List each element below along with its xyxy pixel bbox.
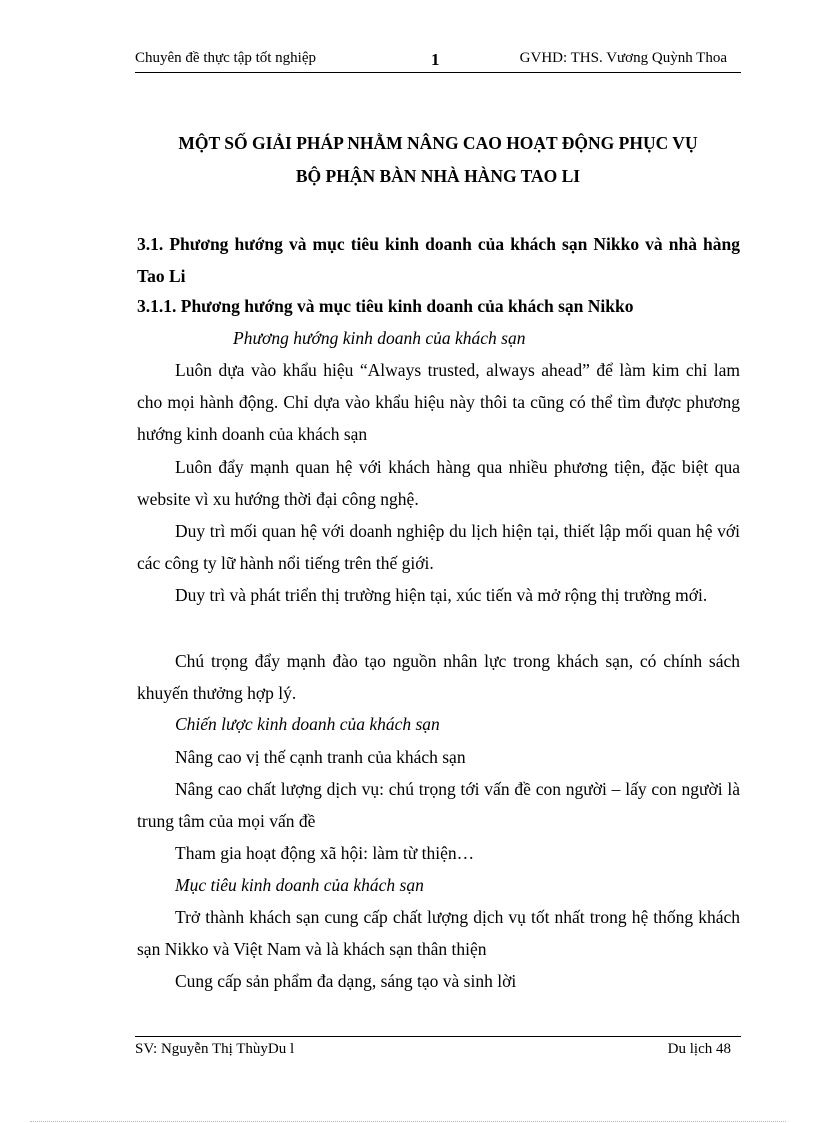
paragraph: Trở thành khách sạn cung cấp chất lượng dịch vụ tốt nhất trong hệ thống khách sạn Nikko và Việt Nam và là khách sạn thân thiện: [137, 907, 740, 959]
header-advisor: GVHD: THS. Vương Quỳnh Thoa: [519, 50, 727, 66]
paragraph: Chú trọng đẩy mạnh đào tạo nguồn nhân lực trong khách sạn, có chính sách khuyến thưởng hợp lý.: [137, 651, 740, 703]
paragraph: Cung cấp sản phẩm đa dạng, sáng tạo và sinh lời: [175, 971, 517, 991]
footer-class: Du lịch 48: [667, 1041, 731, 1057]
page-footer: [135, 1036, 741, 1057]
paragraph: Nâng cao vị thế cạnh tranh của khách sạn: [175, 747, 466, 767]
paragraph: Duy trì mối quan hệ với doanh nghiệp du lịch hiện tại, thiết lập mối quan hệ với các công ty lữ hành nổi tiếng trên thế giới.: [137, 521, 740, 573]
document-title-line-1: MỘT SỐ GIẢI PHÁP NHẰM NÂNG CAO HOẠT ĐỘNG PHỤC VỤ: [178, 133, 698, 153]
page-header: [135, 48, 741, 73]
paragraph: Luôn đẩy mạnh quan hệ với khách hàng qua nhiều phương tiện, đặc biệt qua website vì xu hướng thời đại công nghệ.: [137, 457, 740, 509]
page-number: 1: [431, 50, 440, 69]
section-heading-3-1: 3.1. Phương hướng và mục tiêu kinh doanh của khách sạn Nikko và nhà hàng Tao Li: [137, 234, 740, 286]
document-title-line-2: BỘ PHẬN BÀN NHÀ HÀNG TAO LI: [295, 166, 581, 186]
paragraph: Duy trì và phát triển thị trường hiện tại, xúc tiến và mở rộng thị trường mới.: [175, 585, 708, 605]
header-course-title: Chuyên đề thực tập tốt nghiệp: [135, 50, 317, 66]
paragraph: Nâng cao chất lượng dịch vụ: chú trọng tới vấn đề con người – lấy con người là trung tâm của mọi vấn đề: [137, 779, 740, 831]
page-bottom-divider: [30, 1121, 786, 1122]
paragraph: Luôn dựa vào khẩu hiệu “Always trusted, always ahead” để làm kim chỉ lam cho mọi hành động. Chỉ dựa vào khẩu hiệu này thôi ta cũng có thể tìm được phương hướng kinh doanh của khách sạn: [137, 360, 740, 444]
subheading-strategy: Chiến lược kinh doanh của khách sạn: [175, 714, 440, 734]
subheading-direction: Phương hướng kinh doanh của khách sạn: [233, 328, 526, 348]
paragraph: Tham gia hoạt động xã hội: làm từ thiện…: [175, 843, 475, 863]
subheading-goals: Mục tiêu kinh doanh của khách sạn: [175, 875, 424, 895]
section-heading-3-1-1: 3.1.1. Phương hướng và mục tiêu kinh doanh của khách sạn Nikko: [137, 296, 634, 316]
footer-student: SV: Nguyễn Thị ThùyDu l: [135, 1041, 295, 1057]
